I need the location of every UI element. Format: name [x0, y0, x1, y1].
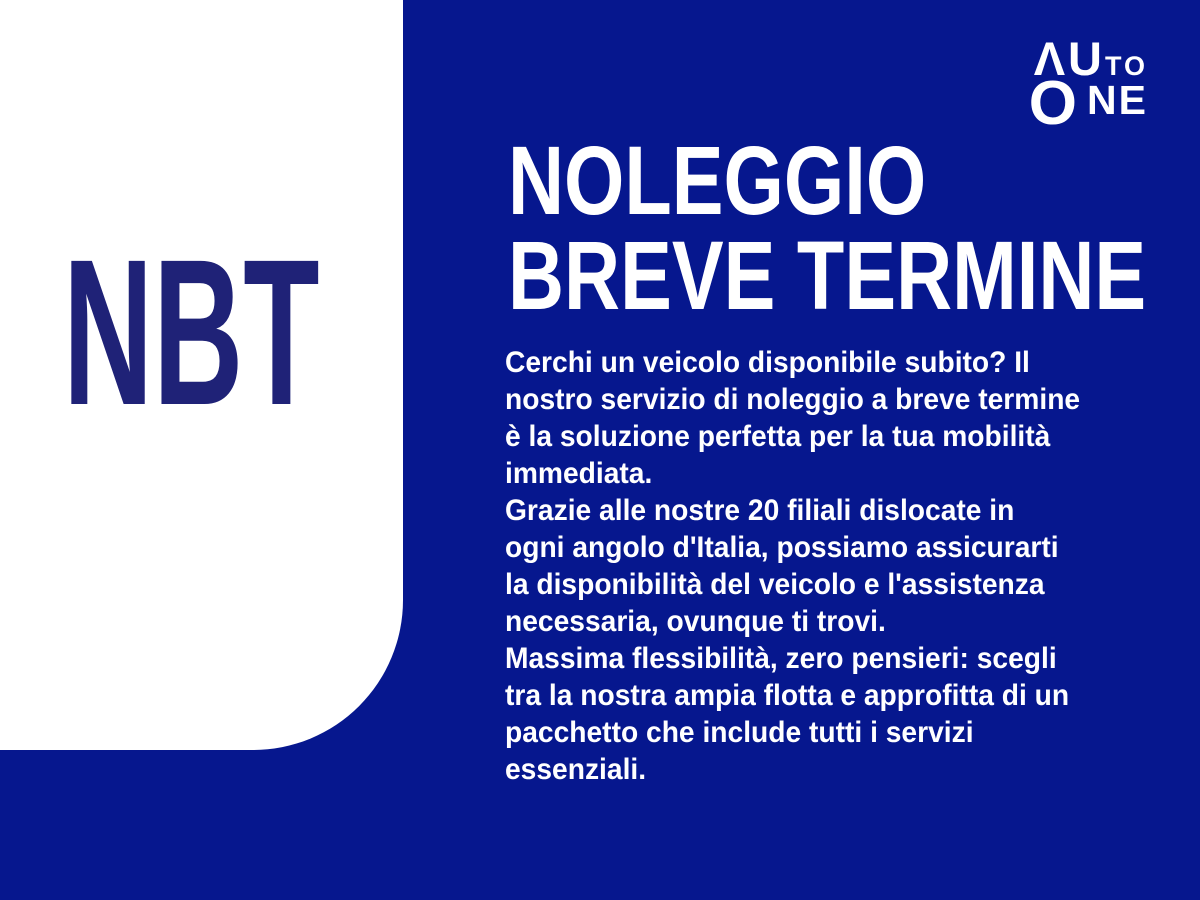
body-line: Massima flessibilità, zero pensieri: scegli — [505, 642, 1057, 675]
headline-line-1: NOLEGGIO — [508, 126, 927, 235]
body-line: Grazie alle nostre 20 filiali dislocate in — [505, 494, 1015, 527]
body-line: è la soluzione perfetta per la tua mobilità — [505, 420, 1051, 453]
headline — [508, 126, 1147, 330]
body-text — [505, 344, 1080, 788]
logo-line-one — [1028, 69, 1148, 138]
logo-au-text: ΛU — [1033, 32, 1105, 85]
body-line: la disponibilità del veicolo e l'assistenza — [505, 568, 1045, 601]
body-line: necessaria, ovunque ti trovi. — [505, 605, 886, 638]
body-line: Cerchi un veicolo disponibile subito? Il — [505, 346, 1030, 379]
logo-o-text: O — [1028, 69, 1080, 138]
body-line: immediata. — [505, 457, 653, 490]
body-line: tra la nostra ampia flotta e approfitta di un — [505, 679, 1070, 712]
body-line: pacchetto che include tutti i servizi — [505, 716, 974, 749]
nbt-acronym: NBT — [63, 217, 320, 449]
logo-ne-text: NE — [1087, 77, 1148, 123]
headline-line-2: BREVE TERMINE — [508, 221, 1147, 330]
body-line: ogni angolo d'Italia, possiamo assicurarti — [505, 531, 1059, 564]
logo-to-text: TO — [1104, 51, 1148, 81]
left-panel — [0, 0, 403, 750]
body-line: nostro servizio di noleggio a breve termine — [505, 383, 1081, 416]
auto-one-logo — [1028, 32, 1148, 138]
body-line: essenziali. — [505, 753, 647, 786]
